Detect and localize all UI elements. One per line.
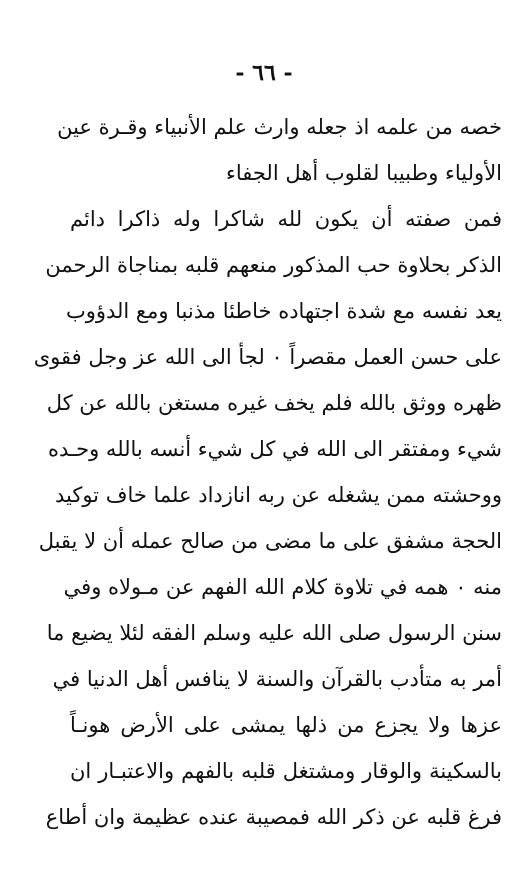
text-line: فمن صفته أن يكون لله شاكرا وله ذاكرا دائم <box>70 207 502 231</box>
text-line: الحجة مشفق على ما مضى من صالح عمله أن لا يقبل <box>38 529 502 553</box>
text-line: يعد نفسه مع شدة اجتهاده خاطئا مذنبا ومع الدؤوب <box>65 299 502 323</box>
text-line: منه ٠ همه في تلاوة كلام الله الفهم عن مـولاه وفي <box>63 575 502 599</box>
text-line: ووحشته ممن يشغله عن ربه انازداد علما خاف توكيد <box>54 483 502 507</box>
paragraph-2 <box>33 196 502 840</box>
page-number: - ٦٦ - <box>235 60 293 86</box>
text-line: الأولياء وطبيبا لقلوب أهل الجفاء <box>225 161 502 185</box>
text-line: على حسن العمل مقصراً ٠ لجأ الى الله عز وجل فقوى <box>33 345 502 369</box>
text-line: أمر به متأدب بالقرآن والسنة لا ينافس أهل الدنيا في <box>52 667 502 691</box>
text-line: بالسكينة والوقار ومشتغل قلبه بالفهم والاعتبـار ان <box>70 759 502 783</box>
text-line: شيء ومفتقر الى الله في كل شيء أنسه بالله وحـده <box>47 437 502 461</box>
text-line: فرغ قلبه عن ذكر الله فمصيبة عنده عظيمة وان أطاع <box>45 805 502 829</box>
text-line: سنن الرسول صلى الله عليه وسلم الفقه لئلا يضيع ما <box>46 621 502 645</box>
text-line: الذكر بحلاوة حب المذكور منعهم قلبه بمناجاة الرحمن <box>45 253 502 277</box>
paragraph-1 <box>57 104 502 196</box>
text-line: خصه من علمه اذ جعله وارث علم الأنبياء وقـرة عين <box>57 115 502 139</box>
text-line: ظهره ووثق بالله فلم يخف غيره مستغن بالله عن كل <box>46 391 502 415</box>
text-line: عزها ولا يجزع من ذلها يمشى على الأرض هونـاً <box>70 713 502 737</box>
